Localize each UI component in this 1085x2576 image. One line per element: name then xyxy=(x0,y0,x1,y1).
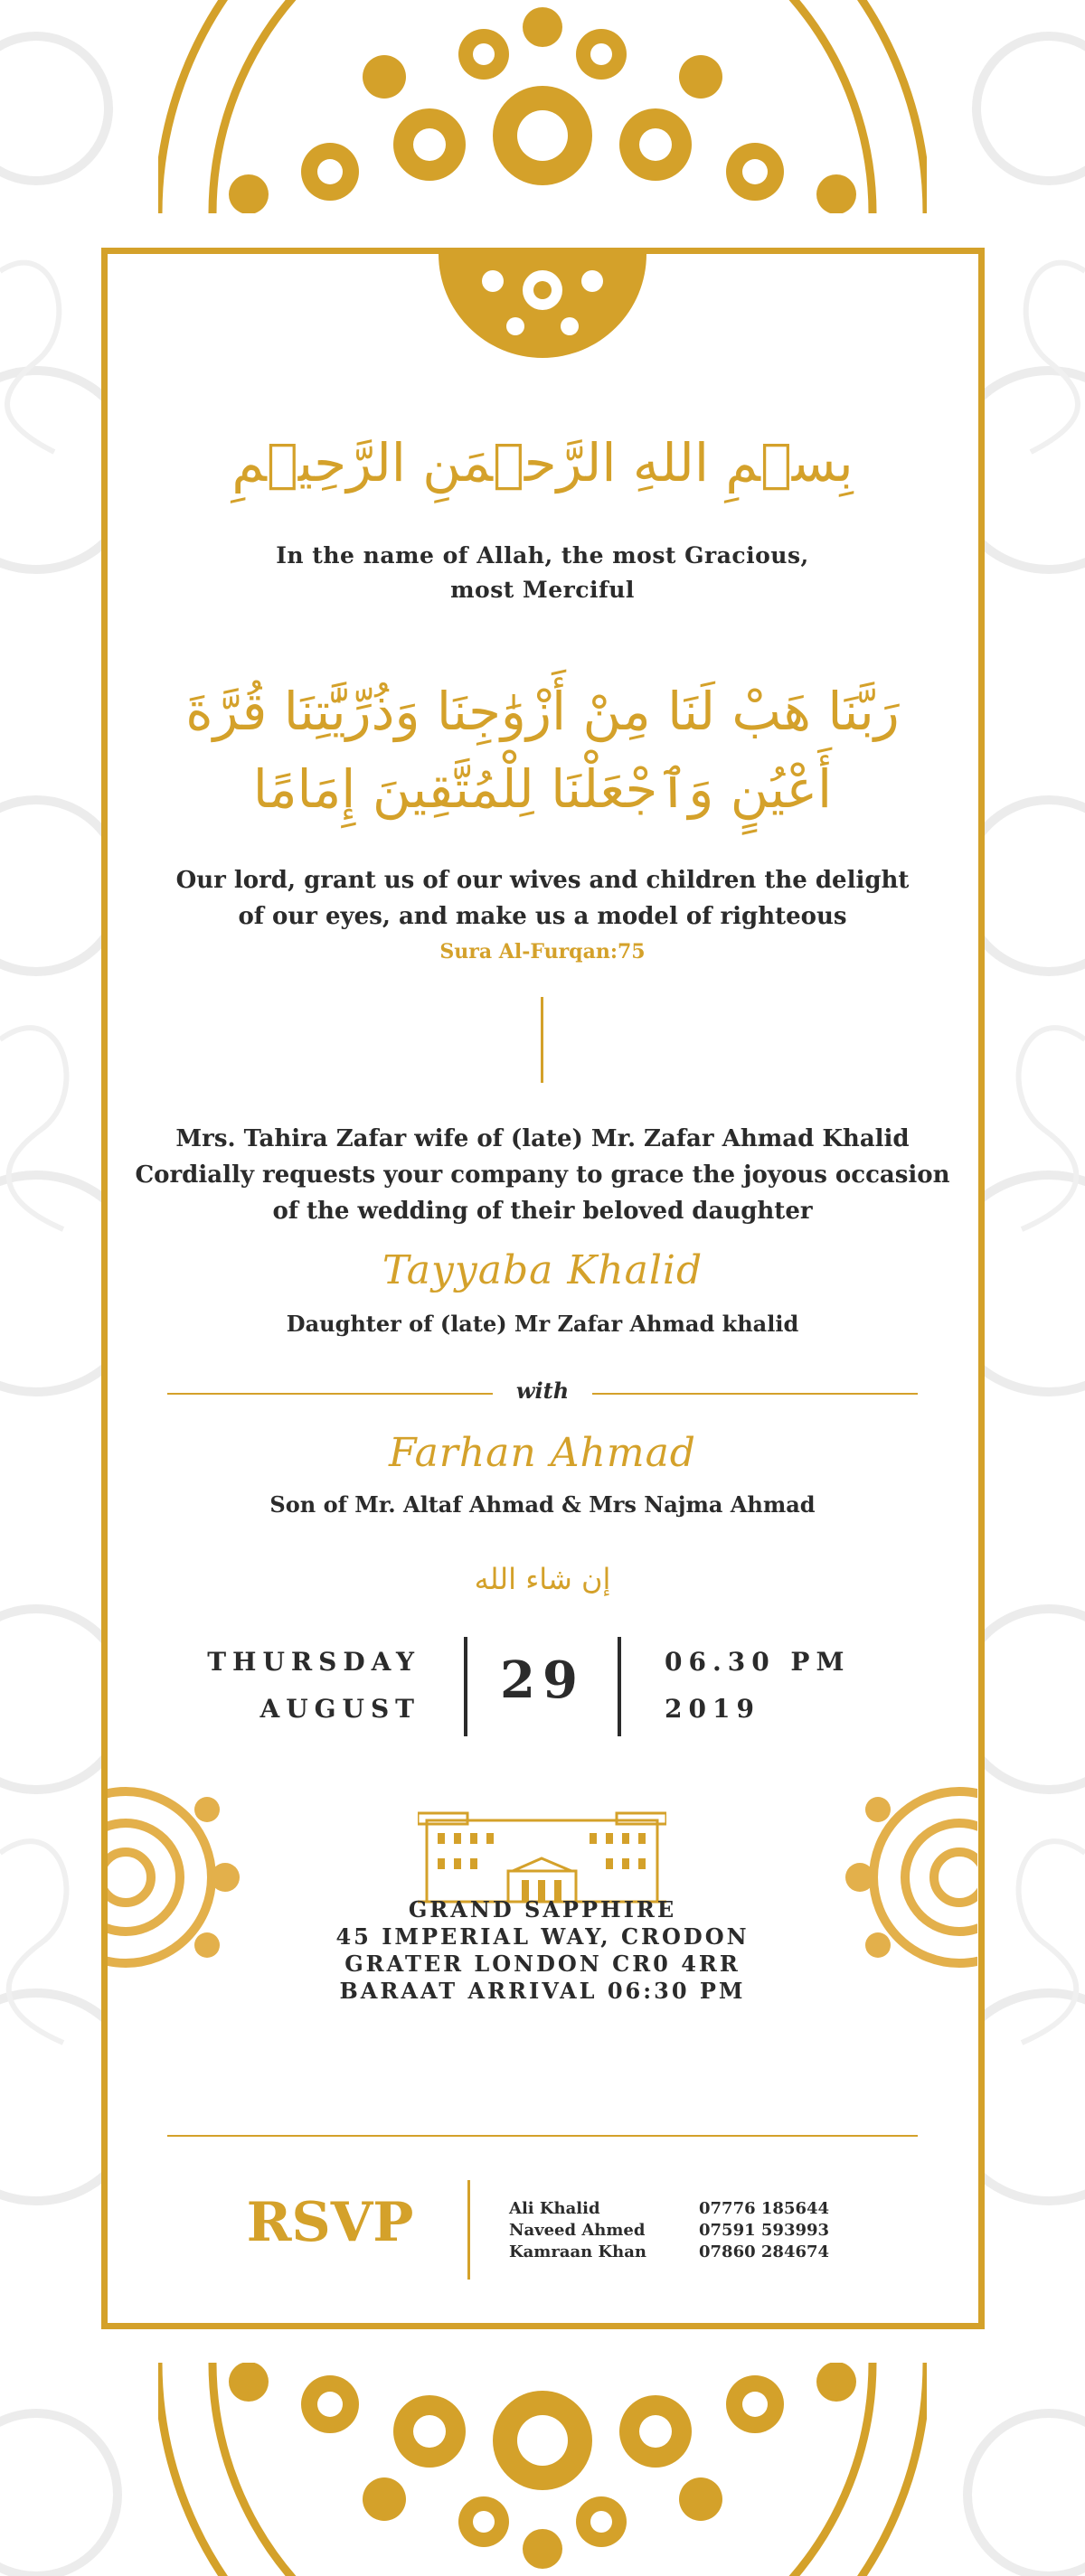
venue-building-icon xyxy=(418,1808,666,1905)
venue-address xyxy=(0,1896,1085,2005)
venue-line: BARAAT ARRIVAL 06:30 PM xyxy=(339,1978,746,2004)
contact-row xyxy=(509,2220,889,2242)
contact-name: Naveed Ahmed xyxy=(509,2221,646,2240)
date-day: 29 xyxy=(500,1650,585,1710)
rsvp-divider-line xyxy=(167,2135,918,2137)
contact-phone: 07591 593993 xyxy=(699,2221,830,2240)
dua-translation-line: of our eyes, and make us a model of righteous xyxy=(238,903,847,930)
mandala-ornament-icon xyxy=(439,254,646,371)
insha-allah-text: إن شاء الله xyxy=(474,1562,611,1596)
date-year: 2019 xyxy=(665,1694,760,1724)
bismillah-translation-line: most Merciful xyxy=(450,577,635,603)
rsvp-label: RSVP xyxy=(246,2191,414,2254)
date-month: AUGUST xyxy=(259,1694,420,1724)
dua-translation-line: Our lord, grant us of our wives and children the delight xyxy=(175,867,910,894)
with-label: with xyxy=(515,1377,570,1404)
groom-subtitle: Son of Mr. Altaf Ahmad & Mrs Najma Ahmad xyxy=(269,1491,816,1518)
bride-subtitle: Daughter of (late) Mr Zafar Ahmad khalid xyxy=(286,1311,799,1337)
contact-name: Kamraan Khan xyxy=(509,2242,646,2261)
venue-line: GRAND SAPPHIRE xyxy=(408,1896,677,1923)
dua-arabic-line: أَعْيُنٍ وَٱجْعَلْنَا لِلْمُتَّقِينَ إِمَامًا xyxy=(252,758,833,820)
date-time: 06.30 PM xyxy=(665,1647,851,1677)
groom-name: Farhan Ahmad xyxy=(389,1430,696,1476)
invitation-text xyxy=(0,1121,1085,1229)
venue-line: GRATER LONDON CR0 4RR xyxy=(344,1951,741,1977)
contact-row xyxy=(509,2242,889,2263)
invitation-line: Cordially requests your company to grace the joyous occasion xyxy=(135,1161,950,1189)
contact-phone: 07776 185644 xyxy=(699,2199,830,2218)
dua-arabic xyxy=(0,672,1085,828)
rsvp-vertical-divider xyxy=(467,2180,470,2280)
date-divider-left xyxy=(464,1637,467,1736)
venue-line: 45 IMPERIAL WAY, CRODON xyxy=(335,1923,750,1950)
invitation-line: of the wedding of their beloved daughter xyxy=(272,1198,813,1225)
date-divider-right xyxy=(618,1637,621,1736)
rsvp-contacts xyxy=(509,2198,889,2263)
divider-line-right xyxy=(592,1393,918,1395)
contact-row xyxy=(509,2198,889,2220)
bismillah-translation-line: In the name of Allah, the most Gracious, xyxy=(276,542,809,569)
dua-translation xyxy=(0,862,1085,935)
mandala-ornament-icon xyxy=(158,0,927,213)
bismillah-translation xyxy=(0,539,1085,607)
invitation-line: Mrs. Tahira Zafar wife of (late) Mr. Zafar Ahmad Khalid xyxy=(175,1125,910,1152)
sura-reference: Sura Al-Furqan:75 xyxy=(439,940,646,964)
bride-name: Tayyaba Khalid xyxy=(382,1247,703,1293)
contact-phone: 07860 284674 xyxy=(699,2242,830,2261)
dua-arabic-line: رَبَّنَا هَبْ لَنَا مِنْ أَزْوَٰجِنَا وَذُرِّيَّٰتِنَا قُرَّةَ xyxy=(185,681,900,742)
vertical-divider xyxy=(541,997,543,1083)
mandala-ornament-icon xyxy=(158,2363,927,2576)
date-weekday: THURSDAY xyxy=(207,1647,420,1677)
bismillah-arabic: بِسۡمِ اللهِ الرَّحۡمَنِ الرَّحِيۡمِ xyxy=(231,432,854,494)
contact-name: Ali Khalid xyxy=(509,2199,600,2218)
